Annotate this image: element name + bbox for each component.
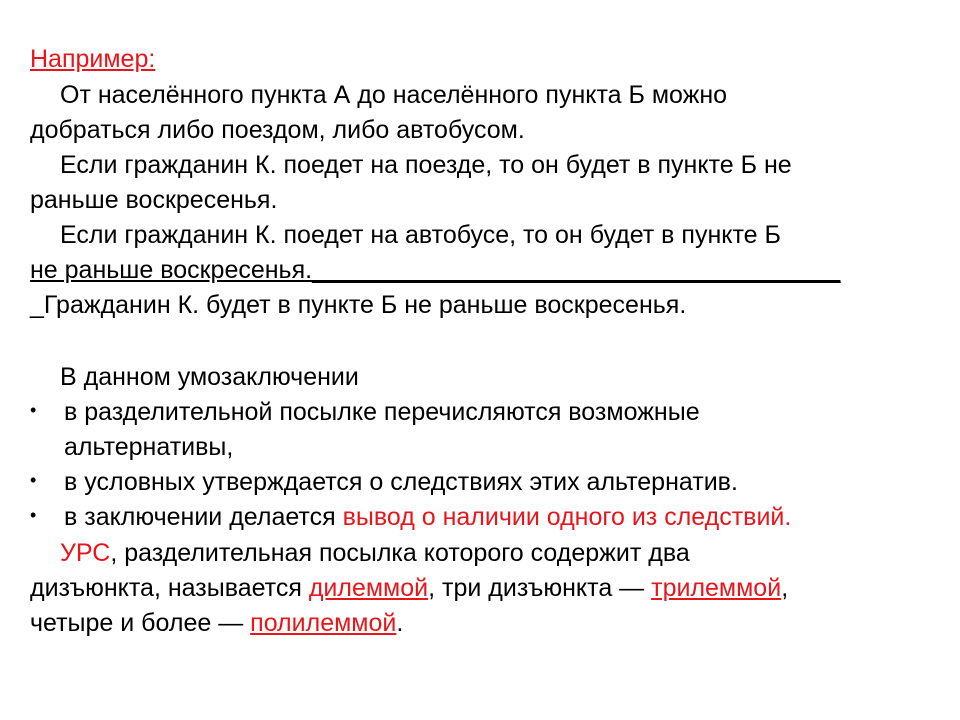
- analysis-intro: В данном умозаключении: [60, 363, 359, 391]
- example-paragraph-1-line-1: От населённого пункта А до населённого пункта Б можно: [60, 81, 728, 109]
- definition-line-2: [30, 571, 788, 605]
- definition-line-3-prefix: четыре и более —: [30, 609, 251, 637]
- bullet-icon: •: [30, 400, 37, 420]
- bullet-item-3-prefix: в заключении делается: [64, 503, 343, 531]
- polilemma-term: полилеммой: [250, 609, 397, 637]
- bullet-icon: •: [30, 505, 37, 525]
- bullet-item-3-highlight: вывод о наличии одного из следствий.: [342, 503, 792, 531]
- bullet-item-2-text: в условных утверждается о следствиях этих альтернатив.: [64, 468, 738, 496]
- example-paragraph-2-line-1: Если гражданин К. поедет на поезде, то он будет в пункте Б не: [60, 151, 792, 179]
- bullet-icon: •: [30, 470, 37, 490]
- trilemma-term: трилеммой: [651, 574, 782, 602]
- bullet-item-3: [30, 500, 791, 534]
- example-paragraph-1-line-2: добраться либо поездом, либо автобусом.: [30, 116, 525, 144]
- definition-line-3: [30, 606, 403, 640]
- bullet-item-1-text: в разделительной посылке перечисляются возможные: [64, 398, 700, 426]
- example-conclusion: _Гражданин К. будет в пункте Б не раньше воскресенья.: [30, 291, 687, 319]
- bullet-item-3-text: [64, 500, 791, 534]
- bullet-item-1-continuation: альтернативы,: [64, 433, 234, 461]
- urs-term: УРС: [60, 539, 111, 567]
- example-paragraph-3-line-1: Если гражданин К. поедет на автобусе, то он будет в пункте Б: [60, 221, 781, 249]
- bullet-item-2: [30, 465, 738, 499]
- definition-line-2-prefix: дизъюнкта, называется: [30, 574, 309, 602]
- example-paragraph-2-line-2: раньше воскресенья.: [30, 186, 278, 214]
- definition-line-1-rest: , разделительная посылка которого содержит два: [110, 539, 690, 567]
- bullet-item-1: [30, 395, 700, 429]
- dilemma-term: дилеммой: [308, 574, 429, 602]
- definition-line-2-end: ,: [781, 574, 789, 602]
- definition-line-3-end: .: [396, 609, 404, 637]
- definition-line-1: [30, 536, 690, 570]
- example-heading: Например:: [30, 45, 156, 73]
- definition-line-2-mid: , три дизъюнкта —: [428, 574, 652, 602]
- example-paragraph-3-line-2: не раньше воскресенья.______________________________________: [30, 256, 841, 284]
